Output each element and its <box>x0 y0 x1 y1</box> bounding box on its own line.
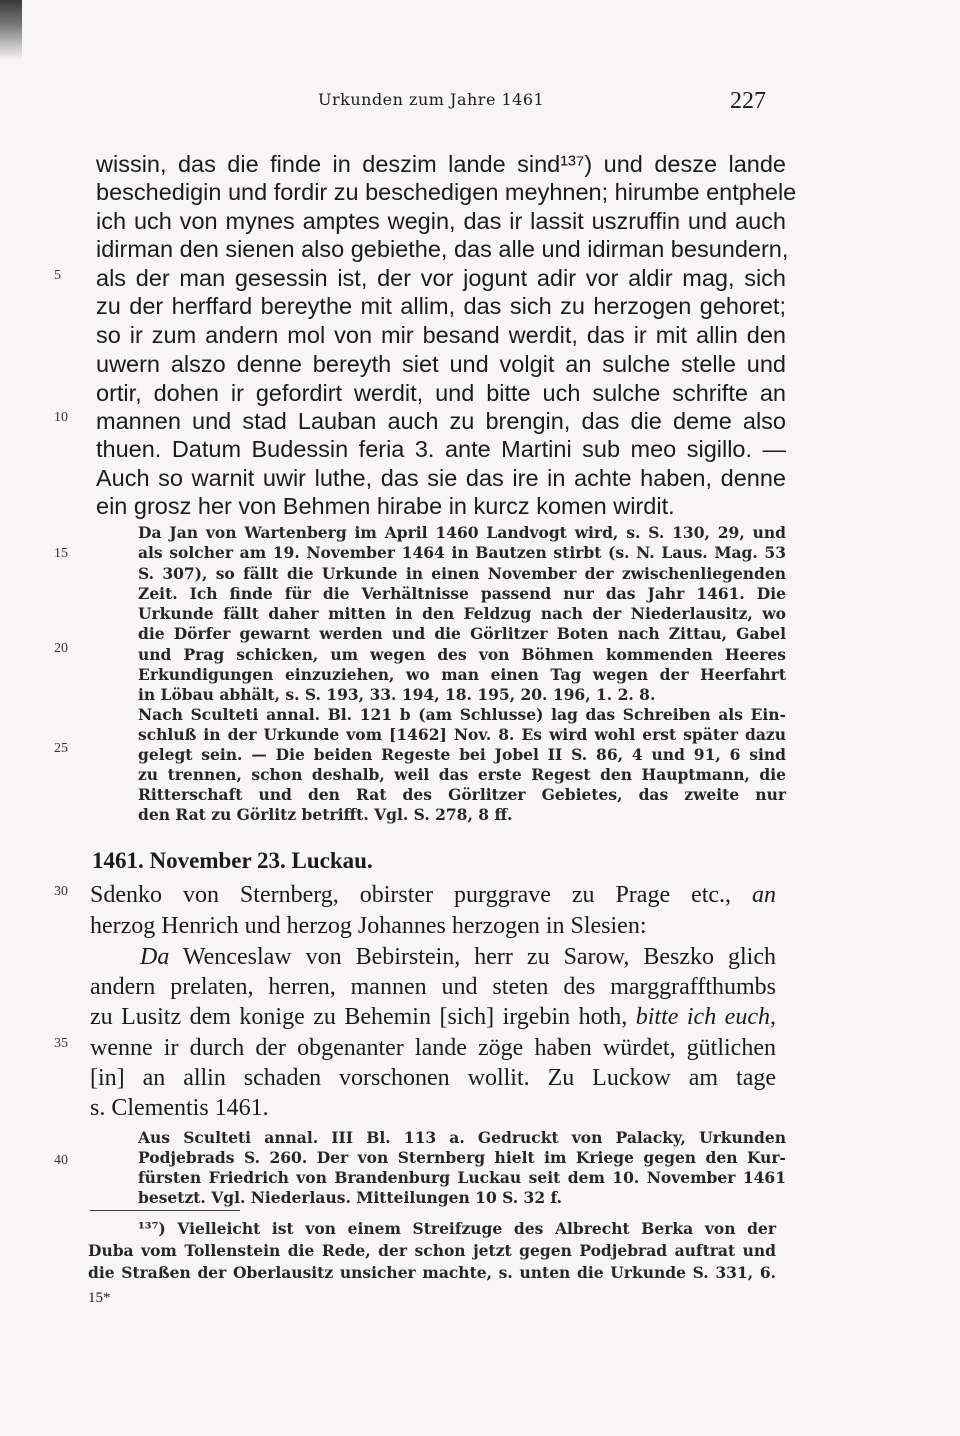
footnote-line: ¹³⁷) Vielleicht ist von einem Streifzuge des Albrecht Berka von der <box>138 1219 776 1238</box>
entry-line: zu Lusitz dem konige zu Behemin [sich] irgebin hoth, bitte ich euch, <box>90 1004 776 1030</box>
note-line: Erkundigungen einzuziehen, wo man einen Tag wegen der Heerfahrt <box>138 665 786 684</box>
text-line: thuen. Datum Budessin feria 3. ante Martini sub meo sigillo. — <box>96 436 786 462</box>
note-line: Ritterschaft und den Rat des Görlitzer Gebietes, das zweite nur <box>138 785 786 804</box>
note-line: schluß in der Urkunde vom [1462] Nov. 8. Es wird wohl erst später dazu <box>138 725 786 744</box>
note-line: gelegt sein. — Die beiden Regeste bei Jobel II S. 86, 4 und 91, 6 sind <box>138 745 786 764</box>
text-line: ich uch von mynes amptes wegin, das ir lassit uszruffin und auch <box>96 208 786 234</box>
note-line: besetzt. Vgl. Niederlaus. Mitteilungen 10 S. 32 f. <box>138 1188 563 1207</box>
text-line: Auch so warnit uwir luthe, das sie das ire in achte haben, denne <box>96 465 786 491</box>
line-number: 35 <box>54 1036 68 1051</box>
footnote-rule <box>90 1210 240 1211</box>
text-line: idirman den sienen also gebiethe, das alle und idirman besundern, <box>96 236 789 262</box>
note-line: als solcher am 19. November 1464 in Bautzen stirbt (s. N. Laus. Mag. 53 <box>138 543 786 562</box>
note-line: Urkunde fällt daher mitten in den Feldzug nach der Niederlausitz, wo <box>138 604 786 623</box>
note-line: Zeit. Ich finde für die Verhältnisse passend nur das Jahr 1461. Die <box>138 584 786 603</box>
text-line: als der man gesessin ist, der vor jogunt adir vor aldir mag, sich <box>96 265 786 291</box>
text-line: so ir zum andern mol von mir besand werdit, das ir mit allin den <box>96 322 786 348</box>
text-line: zu der herffard bereythe mit allim, das sich zu herzogen gehoret; <box>96 293 786 319</box>
line-number: 20 <box>54 641 68 656</box>
note-line: die Dörfer gewarnt werden und die Görlitzer Boten nach Zittau, Gabel <box>138 624 786 643</box>
note-line: Da Jan von Wartenberg im April 1460 Landvogt wird, s. S. 130, 29, und <box>138 523 786 542</box>
text-line: uwern alszo denne bereyth siet und volgit an sulche stelle und <box>96 351 786 377</box>
text-line: beschedigin und fordir zu beschedigen meyhnen; hirumbe entphele <box>96 179 797 205</box>
note-line: Podjebrads S. 260. Der von Sternberg hielt im Kriege gegen den Kur- <box>138 1148 786 1167</box>
line-number: 5 <box>54 268 61 283</box>
note-line: S. 307), so fällt die Urkunde in einen November der zwischenliegenden <box>138 564 786 583</box>
text-line: ortir, dohen ir gefordirt werdit, und bitte uch sulche schrifte an <box>96 380 786 406</box>
entry-line: herzog Henrich und herzog Johannes herzogen in Slesien: <box>90 913 647 939</box>
entry-line: [in] an allin schaden vorschonen wollit. Zu Luckow am tage <box>90 1065 776 1091</box>
line-number: 25 <box>54 741 68 756</box>
entry-line: Sdenko von Sternberg, obirster purggrave zu Prage etc., an <box>90 882 776 908</box>
running-title: Urkunden zum Jahre 1461 <box>318 90 545 109</box>
note-line: zu trennen, schon deshalb, weil das erste Regest den Hauptmann, die <box>138 765 786 784</box>
sheet-signature: 15* <box>88 1290 111 1306</box>
note-line: Nach Sculteti annal. Bl. 121 b (am Schlusse) lag das Schreiben als Ein- <box>138 705 786 724</box>
note-line: und Prag schicken, um wegen des von Böhmen kommenden Heeres <box>138 645 786 664</box>
entry-line: wenne ir durch der obgenanter lande zöge haben würdet, gütlichen <box>90 1035 776 1061</box>
note-line: Aus Sculteti annal. III Bl. 113 a. Gedruckt von Palacky, Urkunden <box>138 1128 786 1147</box>
line-number: 15 <box>54 546 68 561</box>
text-line: wissin, das die finde in deszim lande sind¹³⁷) und desze lande <box>96 151 786 177</box>
note-line: in Löbau abhält, s. S. 193, 33. 194, 18. 195, 20. 196, 1. 2. 8. <box>138 685 656 704</box>
entry-line: andern prelaten, herren, mannen und steten des marggraffthumbs <box>90 974 776 1000</box>
note-line: den Rat zu Görlitz betrifft. Vgl. S. 278, 8 ff. <box>138 805 513 824</box>
line-number: 10 <box>54 410 68 425</box>
footnote-line: Duba vom Tollenstein die Rede, der schon jetzt gegen Podjebrad auftrat und <box>88 1241 776 1260</box>
line-number: 40 <box>54 1153 68 1168</box>
entry-line: Da Wenceslaw von Bebirstein, herr zu Sarow, Beszko glich <box>140 944 776 970</box>
text-line: ein grosz her von Behmen hirabe in kurcz komen wirdit. <box>96 493 675 519</box>
text-line: mannen und stad Lauban auch zu brengin, das die deme also <box>96 408 786 434</box>
entry-line: s. Clementis 1461. <box>90 1095 269 1121</box>
line-number: 30 <box>54 884 68 899</box>
scan-edge-shadow <box>0 0 22 60</box>
page-number: 227 <box>730 88 766 114</box>
entry-heading: 1461. November 23. Luckau. <box>92 848 373 873</box>
footnote-line: die Straßen der Oberlausitz unsicher machte, s. unten die Urkunde S. 331, 6. <box>88 1263 776 1282</box>
note-line: fürsten Friedrich von Brandenburg Luckau seit dem 10. November 1461 <box>138 1168 786 1187</box>
